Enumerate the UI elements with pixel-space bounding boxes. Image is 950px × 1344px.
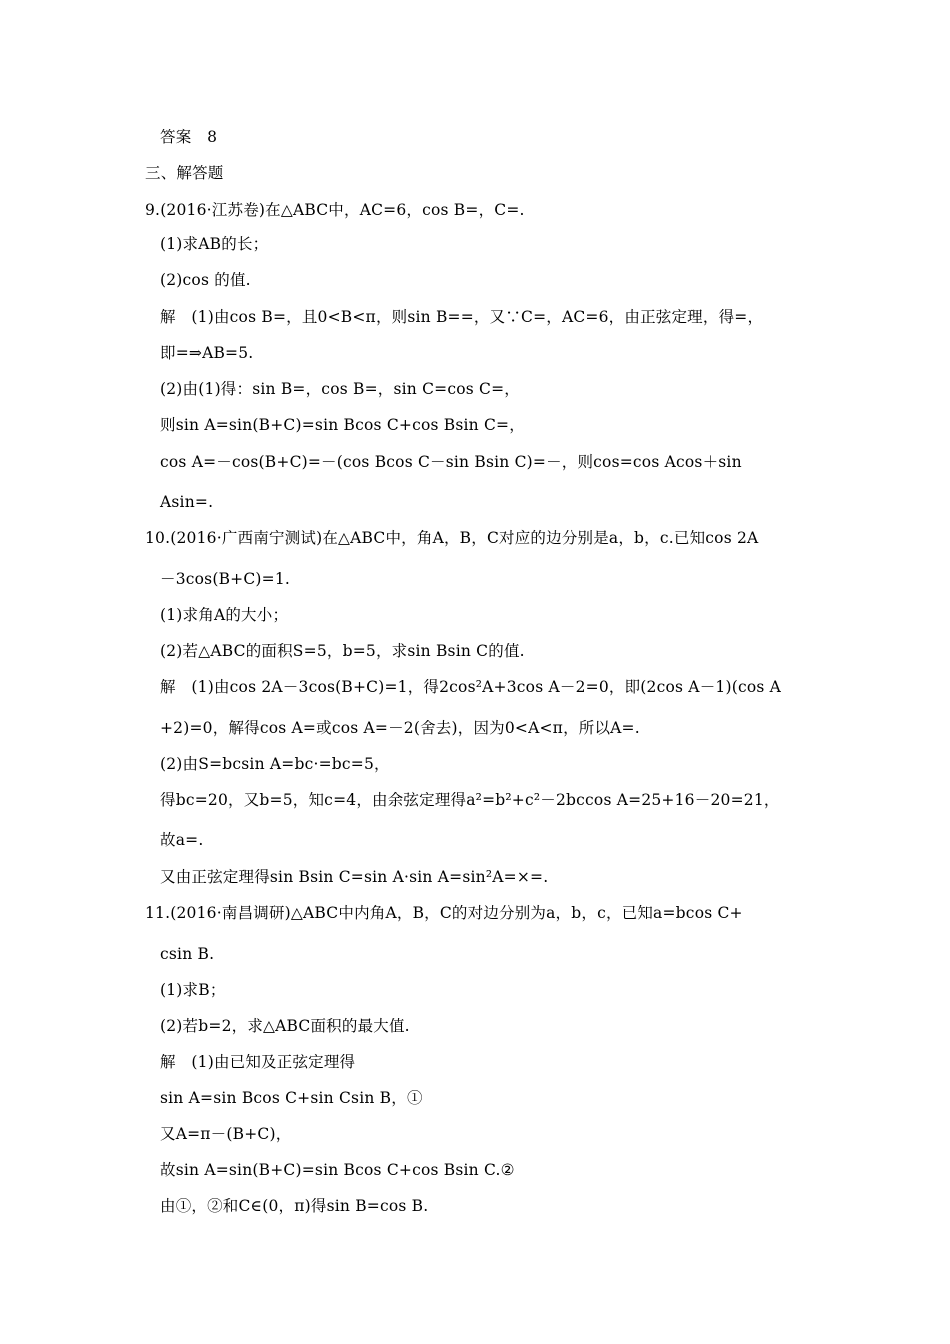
problem-10-part-2: (2)若△ABC的面积S=5，b=5，求sin Bsin C的值. bbox=[160, 642, 525, 660]
solution-9-line-4: 则sin A=sin(B+C)=sin Bcos C+cos Bsin C=， bbox=[160, 416, 525, 434]
problem-10-statement: 10.(2016·广西南宁测试)在△ABC中，角A，B，C对应的边分别是a，b，c.已知cos 2A bbox=[145, 529, 759, 547]
solution-11-line-1: 解 (1)由已知及正弦定理得 bbox=[160, 1053, 356, 1071]
section-heading: 三、解答题 bbox=[145, 164, 224, 182]
solution-9-line-3: (2)由(1)得：sin B=，cos B=，sin C=cos C=， bbox=[160, 380, 520, 398]
problem-11-statement-cont: csin B. bbox=[160, 945, 215, 963]
problem-9-statement: 9.(2016·江苏卷)在△ABC中，AC=6，cos B=，C=. bbox=[145, 201, 525, 219]
solution-10-line-3: (2)由S=bcsin A=bc·=bc=5， bbox=[160, 755, 390, 773]
solution-11-line-2: sin A=sin Bcos C+sin Csin B，① bbox=[160, 1089, 423, 1107]
solution-10-line-5: 故a=. bbox=[160, 831, 204, 849]
solution-11-line-5: 由①，②和C∈(0，π)得sin B=cos B. bbox=[160, 1197, 429, 1215]
solution-9-line-6: Asin=. bbox=[160, 493, 214, 511]
solution-10-line-1: 解 (1)由cos 2A－3cos(B+C)=1，得2cos²A+3cos A－2=0，即(2cos A－1)(cos A bbox=[160, 678, 782, 696]
problem-9-part-1: (1)求AB的长； bbox=[160, 235, 269, 253]
answer-line: 答案 8 bbox=[160, 128, 218, 146]
problem-10-statement-cont: －3cos(B+C)=1. bbox=[160, 570, 291, 588]
problem-9-part-2: (2)cos 的值. bbox=[160, 271, 251, 289]
solution-11-line-4: 故sin A=sin(B+C)=sin Bcos C+cos Bsin C.② bbox=[160, 1161, 515, 1179]
solution-9-line-5: cos A=－cos(B+C)=－(cos Bcos C－sin Bsin C)=－，则cos=cos Acos＋sin bbox=[160, 453, 742, 471]
solution-10-line-6: 又由正弦定理得sin Bsin C=sin A·sin A=sin²A=×=. bbox=[160, 868, 549, 886]
solution-11-line-3: 又A=π－(B+C)， bbox=[160, 1125, 292, 1143]
solution-10-line-2: +2)=0，解得cos A=或cos A=－2(舍去)，因为0<A<π，所以A=. bbox=[160, 719, 640, 737]
solution-9-line-1: 解 (1)由cos B=，且0<B<π，则sin B==，又∵C=，AC=6，由正弦定理，得=， bbox=[160, 308, 764, 326]
problem-10-part-1: (1)求角A的大小； bbox=[160, 606, 289, 624]
problem-11-part-1: (1)求B； bbox=[160, 981, 226, 999]
problem-11-statement: 11.(2016·南昌调研)△ABC中内角A，B，C的对边分别为a，b，c，已知a=bcos C+ bbox=[145, 904, 743, 922]
solution-9-line-2: 即=⇒AB=5. bbox=[160, 344, 254, 362]
problem-11-part-2: (2)若b=2，求△ABC面积的最大值. bbox=[160, 1017, 410, 1035]
solution-10-line-4: 得bc=20，又b=5，知c=4，由余弦定理得a²=b²+c²－2bccos A=25+16－20=21， bbox=[160, 791, 780, 809]
